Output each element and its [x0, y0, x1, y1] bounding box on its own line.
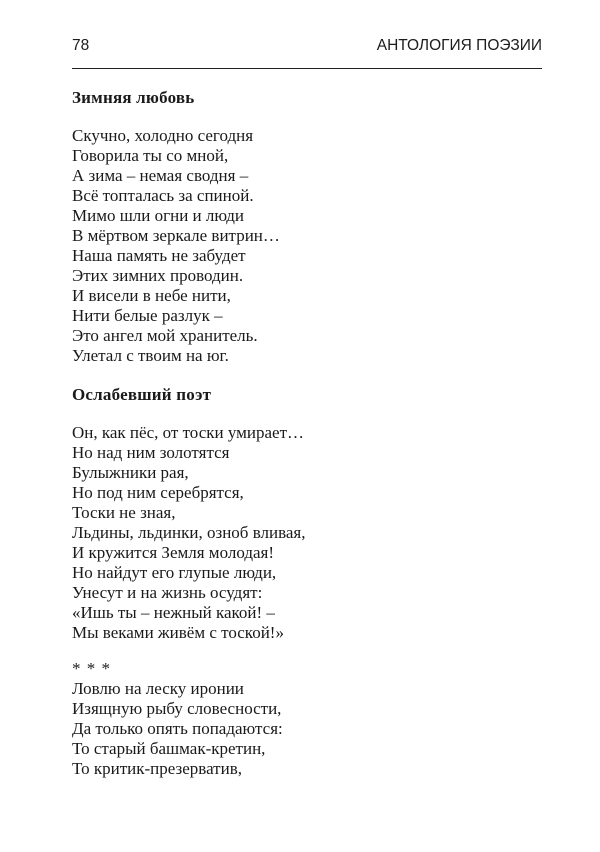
poem-line: А зима – немая сводня –: [72, 166, 249, 185]
running-header: [72, 36, 542, 56]
poem-line: «Ишь ты – нежный какой! –: [72, 603, 275, 622]
poem-line: Всё топталась за спиной.: [72, 186, 254, 205]
poem-line: Льдины, льдинки, озноб вливая,: [72, 523, 306, 542]
poem-line: То старый башмак-кретин,: [72, 739, 266, 758]
poem-line: Он, как пёс, от тоски умирает…: [72, 423, 305, 442]
poem-line: Изящную рыбу словесности,: [72, 699, 282, 718]
poem-stanza: [72, 423, 542, 643]
poem-line: Но найдут его глупые люди,: [72, 563, 277, 582]
poem-line: Ловлю на леску иронии: [72, 679, 244, 698]
poem-line: Мы веками живём с тоской!»: [72, 623, 284, 642]
book-title: АНТОЛОГИЯ ПОЭЗИИ: [376, 37, 542, 54]
poem-line: То критик-презерватив,: [72, 759, 242, 778]
poem-line: Но над ним золотятся: [72, 443, 230, 462]
poem-title: Зимняя любовь: [72, 88, 195, 107]
poem-line: Но под ним серебрятся,: [72, 483, 244, 502]
poem-title-asterisks: * * *: [72, 659, 111, 678]
poem-line: И висели в небе нити,: [72, 286, 231, 305]
poem-line: Это ангел мой хранитель.: [72, 326, 258, 345]
poem-line: Говорила ты со мной,: [72, 146, 229, 165]
poem-line: Улетал с твоим на юг.: [72, 346, 229, 365]
poem-line: В мёртвом зеркале витрин…: [72, 226, 280, 245]
page-number: 78: [72, 37, 90, 54]
poem-line: Унесут и на жизнь осудят:: [72, 583, 263, 602]
poem-title: Ослабевший поэт: [72, 385, 212, 404]
poem-stanza: [72, 126, 542, 366]
poem-stanza: [72, 679, 542, 779]
poem-line: Скучно, холодно сегодня: [72, 126, 254, 145]
poem-line: Нити белые разлук –: [72, 306, 223, 325]
poem-line: Да только опять попадаются:: [72, 719, 283, 738]
poem-line: Этих зимних проводин.: [72, 266, 244, 285]
poem-line: Булыжники рая,: [72, 463, 189, 482]
poem-line: Тоски не зная,: [72, 503, 176, 522]
poem-line: И кружится Земля молодая!: [72, 543, 275, 562]
header-rule: [72, 68, 542, 69]
poem-line: Наша память не забудет: [72, 246, 246, 265]
poem-line: Мимо шли огни и люди: [72, 206, 244, 225]
